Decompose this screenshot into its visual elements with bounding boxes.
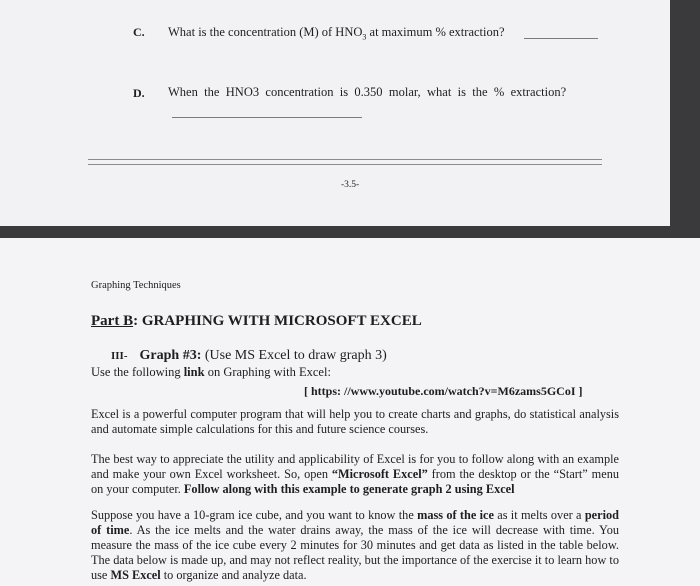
section-label: Graphing Techniques — [91, 280, 181, 291]
paragraph-ice-example: Suppose you have a 10-gram ice cube, and you want to know the mass of the ice as it melts over a period of time. As the ice melts and the water drains away, the mass of the ice will decrease with time. You measure the mass of the ice cube every 2 minutes for 30 minutes and get data as listed in the table below. The data below is made up, and may not reflect reality, but the importance of the exercise it to learn how to use MS Excel to organize and analyze data. — [91, 508, 620, 582]
youtube-link[interactable]: [ https: //www.youtube.com/watch?v=M6zams5GCoI ] — [304, 384, 583, 398]
question-c-letter: C. — [133, 25, 145, 39]
question-d-text: When the HNO3 concentration is 0.350 molar, what is the % extraction? — [168, 85, 567, 99]
page-number: -3.5- — [341, 180, 360, 190]
link-instruction: Use the following link on Graphing with Excel: — [91, 365, 331, 379]
answer-blank-d[interactable] — [172, 117, 362, 118]
paragraph-follow-along: The best way to appreciate the utility and applicability of Excel is for you to follow along with an example and make your own Excel worksheet. So, open “Microsoft Excel” from the desktop or the “Start” menu on your computer. Follow along with this example to generate graph 2 using Excel — [91, 452, 619, 496]
section-divider — [88, 159, 602, 165]
question-c-text: What is the concentration (M) of $HNO_3$ at maximum % extraction? — [168, 25, 505, 42]
worksheet-page-top — [0, 0, 670, 226]
answer-blank-c[interactable] — [524, 38, 598, 39]
question-d-letter: D. — [133, 86, 145, 100]
graph-item-heading: III- Graph #3: (Use MS Excel to draw graph 3) — [111, 348, 387, 363]
part-title: Part B: GRAPHING WITH MICROSOFT EXCEL — [91, 313, 422, 329]
paragraph-excel-intro: Excel is a powerful computer program that will help you to create charts and graphs, do statistical analysis and automate simple calculations for this and future science courses. — [91, 407, 619, 436]
